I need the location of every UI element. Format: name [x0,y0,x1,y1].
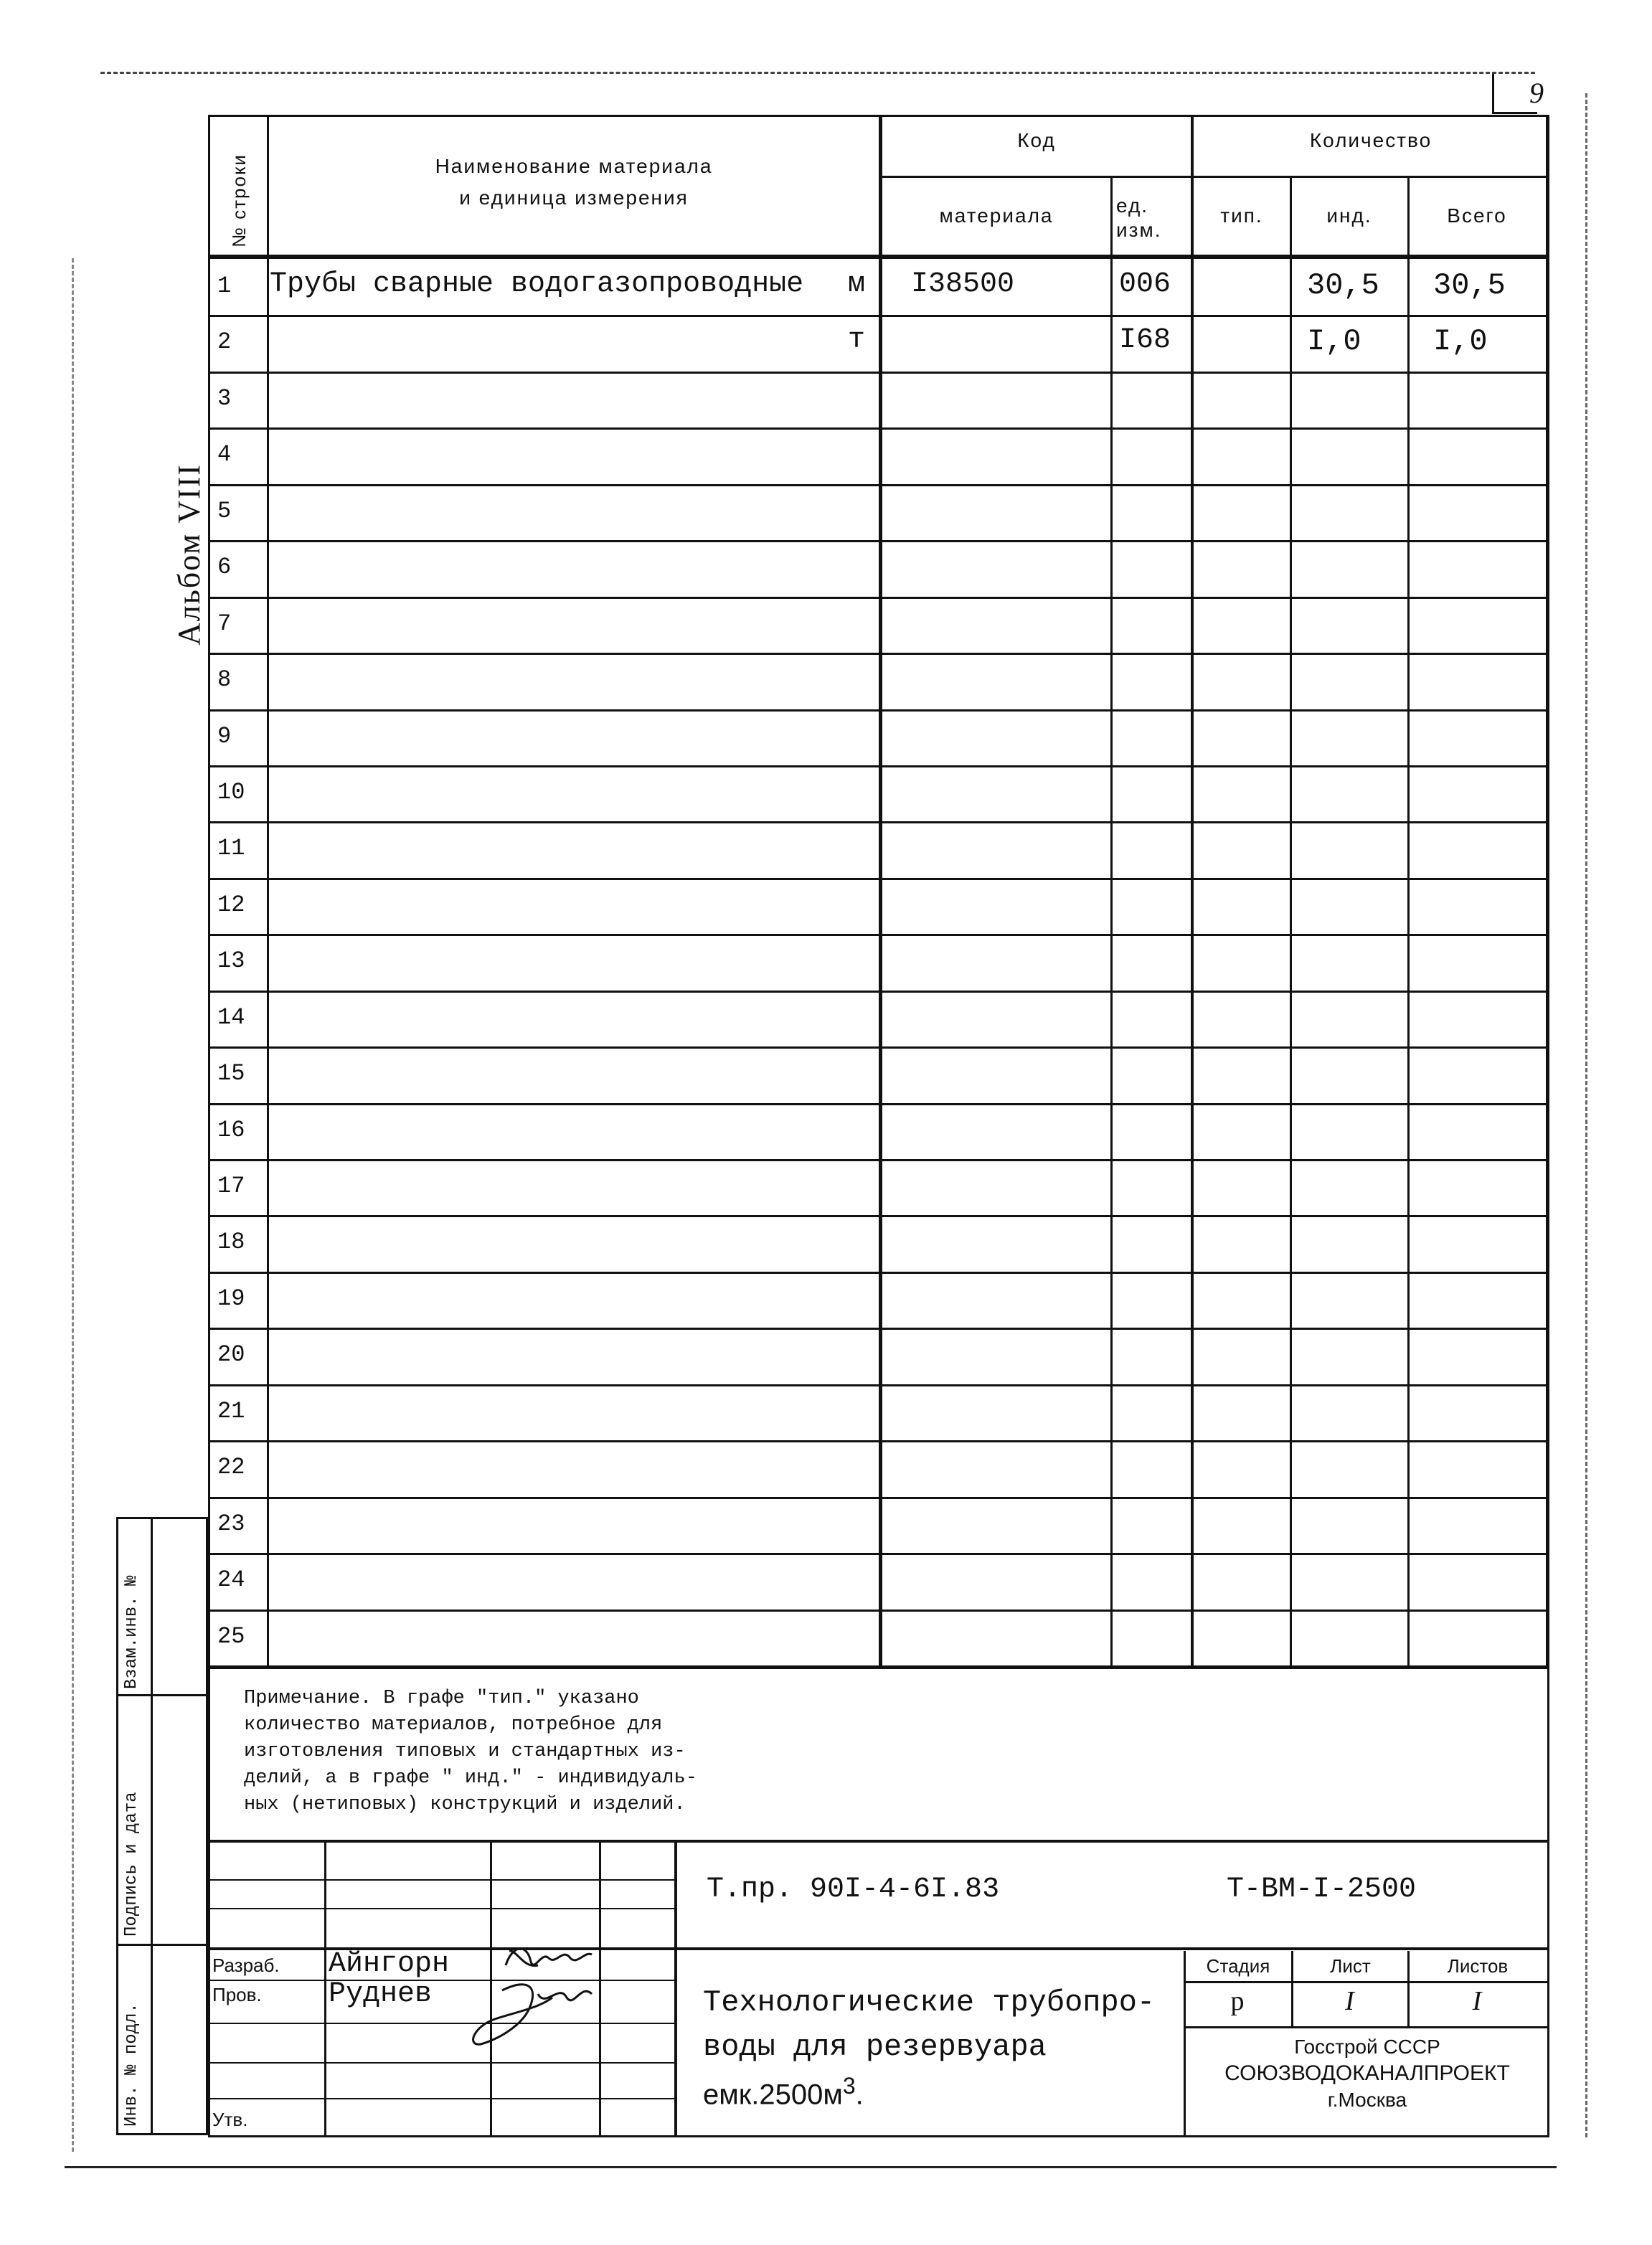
title-line1: Технологические трубопро- [703,1985,1156,2020]
razrab-signature [499,1937,599,1980]
row-separator [208,1440,1549,1442]
right-dashed-line [1585,93,1587,2137]
prov-name: Руднев [329,1978,433,2010]
row-name: Трубы сварные водогазопроводные [270,268,804,301]
side-label-podpis: Подпись и дата [122,1792,141,1937]
prov-signature [452,1976,603,2055]
org-line3: г.Москва [1327,2089,1407,2111]
row-number: 10 [217,779,245,805]
row-number: 4 [217,441,232,468]
sheets-value: I [1472,1986,1483,2016]
row-separator [208,597,1549,599]
utv-label: Утв. [212,2109,248,2130]
row-separator [208,1553,1549,1555]
bottom-frame-line [65,2166,1557,2168]
row-separator [208,1046,1549,1049]
row-number: 15 [217,1060,245,1087]
row-number: 21 [217,1398,245,1424]
row-separator [208,1328,1549,1330]
side-label-inv: Инв. № подл. [122,2003,141,2127]
row-total: 30,5 [1433,268,1506,303]
row-separator [208,821,1549,823]
row-number: 23 [217,1511,245,1537]
top-dashed-line [100,72,1535,74]
row-separator [208,427,1549,430]
row-number: 6 [217,554,232,580]
col-ind: инд. [1326,204,1372,227]
row-separator [208,540,1549,542]
row-number: 3 [217,385,232,412]
col-total: Всего [1447,204,1507,227]
razrab-label: Разраб. [212,1955,280,1976]
row-unit-code: I68 [1119,324,1171,356]
row-separator [208,709,1549,712]
title-sup: 3 [842,2073,856,2099]
title-line2: воды для резервуара [703,2030,1047,2064]
row-separator [208,484,1549,486]
row-number: 7 [217,610,232,637]
row-separator [208,315,1549,317]
title-end: . [855,2079,864,2111]
row-number: 24 [217,1566,245,1593]
row-separator [208,1610,1549,1612]
album-label: Альбом VIII [171,463,207,646]
row-separator [208,1272,1549,1274]
row-separator [208,1159,1549,1161]
row-separator [208,1497,1549,1499]
row-number: 9 [217,723,232,750]
row-number: 14 [217,1004,245,1031]
row-separator [208,934,1549,936]
razrab-name: Айнгорн [329,1948,450,1980]
note: Примечание. В графе "тип." указано количество материалов, потребное для изготовления типовых и стандартных из- делий, а в графе " инд." - индивидуаль- ных (нетиповых) конструкций и изделий. [244,1688,697,1815]
row-number: 5 [217,498,232,524]
row-separator [208,372,1549,374]
col-quantity: Количество [1309,129,1432,151]
stage-label: Стадия [1206,1955,1270,1977]
col-code: Код [1017,129,1056,151]
row-separator [208,878,1549,880]
title-line3 [703,2073,864,2111]
row-unit-abbr: м [848,268,866,301]
row-unit-code: 006 [1119,268,1171,301]
row-number: 2 [217,329,232,355]
row-separator [208,1103,1549,1105]
sheet-value: I [1345,1986,1356,2016]
stage-value: р [1230,1986,1246,2016]
org-line1: Госстрой СССР [1294,2036,1440,2058]
row-number: 20 [217,1341,245,1368]
col-line-no: № строки [228,153,250,247]
project-number: Т.пр. 90I-4-6I.83 [707,1873,1000,1906]
row-separator [208,765,1549,767]
prov-label: Пров. [212,1984,262,2005]
sheet-label: Лист [1330,1955,1371,1977]
side-label-vzam: Взам.инв. № [122,1575,141,1689]
row-number: 25 [217,1623,245,1650]
row-ind: I,0 [1307,324,1361,359]
row-separator [208,991,1549,993]
row-material: I38500 [911,268,1015,301]
col-unit: ед. изм. [1116,194,1162,241]
row-number: 18 [217,1229,245,1255]
row-number: 22 [217,1454,245,1480]
row-number: 19 [217,1285,245,1312]
row-number: 11 [217,835,245,861]
row-number: 16 [217,1117,245,1143]
col-typ: тип. [1220,204,1263,227]
sheet-corner-number: 9 [1529,77,1544,109]
row-number: 1 [217,273,232,299]
row-unit-abbr: т [848,324,866,356]
row-ind: 30,5 [1307,268,1379,303]
left-dashed-line [72,258,74,2152]
row-number: 12 [217,892,245,918]
row-number: 13 [217,947,245,974]
row-number: 17 [217,1173,245,1199]
document-code: Т-ВМ-I-2500 [1227,1873,1417,1906]
col-name: Наименование материала и единица измерения [435,155,713,209]
org-line2: СОЮЗВОДОКАНАЛПРОЕКТ [1224,2061,1510,2085]
row-separator [208,653,1549,655]
row-number: 8 [217,666,232,693]
row-separator [208,1215,1549,1217]
title-line3-text: емк.2500м [703,2079,843,2111]
row-separator [208,1384,1549,1386]
row-total: I,0 [1433,324,1488,359]
sheets-label: Листов [1447,1955,1509,1977]
col-material: материала [939,204,1054,227]
